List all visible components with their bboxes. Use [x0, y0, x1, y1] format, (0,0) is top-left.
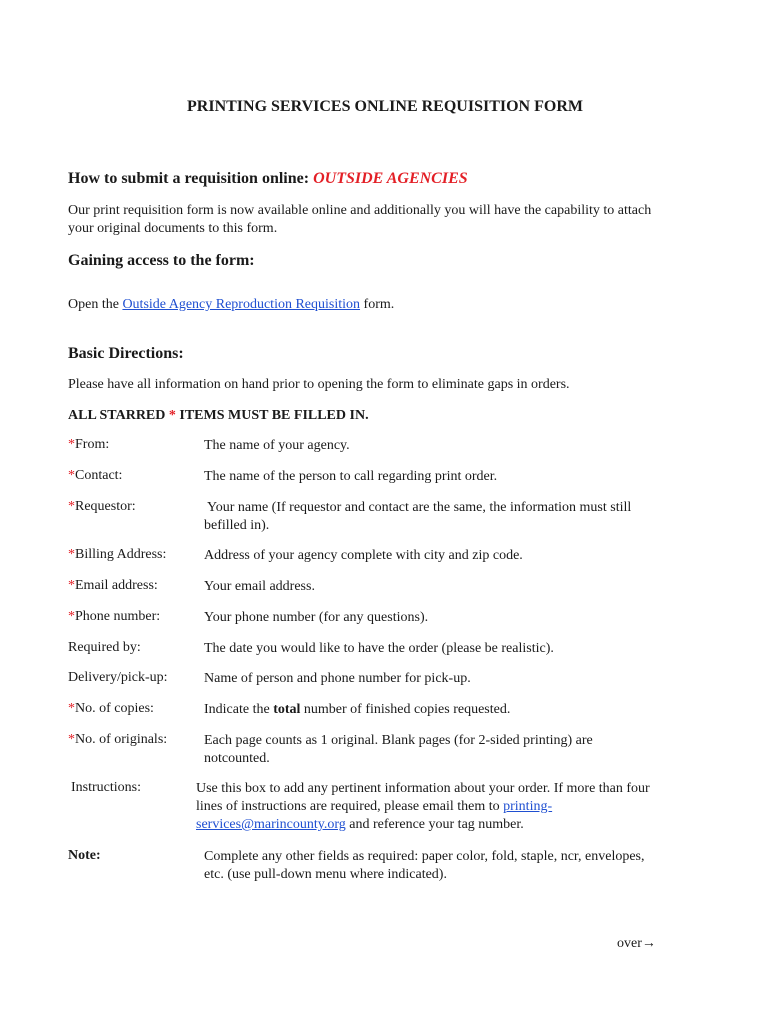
- field-label-text: Requestor:: [75, 499, 136, 514]
- field-label-from: [68, 437, 109, 453]
- required-star: *: [68, 499, 75, 514]
- outside-agency-requisition-link[interactable]: Outside Agency Reproduction Requisition: [122, 297, 361, 312]
- required-star: *: [68, 609, 75, 624]
- intro-line-1: Our print requisition form is now available online and additionally you will have the capability to attach: [68, 203, 652, 218]
- field-label-copies: [68, 701, 154, 717]
- page-title: PRINTING SERVICES ONLINE REQUISITION FORM: [187, 98, 583, 115]
- field-label-text: Billing Address:: [75, 547, 167, 562]
- field-label-email: [68, 578, 158, 594]
- instructions-line2-text: lines of instructions are required, please email them to: [196, 799, 504, 814]
- printing-services-email-link[interactable]: printing-: [503, 799, 553, 814]
- required-star: *: [68, 732, 75, 747]
- field-desc-required-by: The date you would like to have the order (please be realistic).: [204, 641, 554, 656]
- submit-heading-emphasis: OUTSIDE AGENCIES: [313, 170, 468, 187]
- field-desc-instructions-line-2: [196, 798, 552, 816]
- field-label-contact: [68, 468, 122, 484]
- printing-services-email-link-cont[interactable]: services@marincounty.org: [196, 817, 346, 832]
- field-desc-instructions-line-1: Use this box to add any pertinent information about your order. If more than four: [196, 781, 650, 796]
- starred-notice: [68, 407, 369, 425]
- field-label-text: No. of originals:: [75, 732, 168, 747]
- field-label-text: No. of copies:: [75, 701, 154, 716]
- note-line-2: etc. (use pull-down menu where indicated).: [204, 867, 447, 882]
- field-desc-billing-address: Address of your agency complete with city and zip code.: [204, 548, 523, 563]
- submit-heading-text: How to submit a requisition online:: [68, 170, 314, 187]
- field-label-text: Email address:: [75, 578, 158, 593]
- required-star: *: [68, 578, 75, 593]
- field-desc-delivery: Name of person and phone number for pick-up.: [204, 671, 471, 686]
- directions-text: Please have all information on hand prior to opening the form to eliminate gaps in orders.: [68, 377, 570, 392]
- field-desc-email: Your email address.: [204, 579, 315, 594]
- required-star: *: [68, 547, 75, 562]
- note-line-1: Complete any other fields as required: paper color, fold, staple, ncr, envelopes,: [204, 849, 645, 864]
- copies-desc-before: Indicate the: [204, 702, 274, 717]
- note-label: Note:: [68, 848, 101, 863]
- required-star: *: [68, 701, 75, 716]
- field-label-text: From:: [75, 437, 110, 452]
- required-star: *: [68, 468, 75, 483]
- field-desc-from: The name of your agency.: [204, 438, 350, 453]
- starred-star: *: [168, 408, 176, 423]
- field-label-text: Phone number:: [75, 609, 161, 624]
- over-indicator: over→: [617, 936, 656, 951]
- field-label-requestor: [68, 499, 136, 515]
- field-desc-requestor-line-2: befilled in).: [204, 518, 270, 533]
- directions-heading: Basic Directions:: [68, 345, 184, 362]
- required-star: *: [68, 437, 75, 452]
- field-desc-copies: [204, 701, 510, 719]
- field-label-billing-address: [68, 547, 166, 563]
- field-desc-phone: Your phone number (for any questions).: [204, 610, 429, 625]
- field-label-instructions: Instructions:: [71, 780, 141, 795]
- intro-line-2: your original documents to this form.: [68, 221, 278, 236]
- access-text: [68, 296, 394, 314]
- copies-desc-after: number of finished copies requested.: [300, 702, 511, 717]
- starred-before: ALL STARRED: [68, 408, 169, 423]
- access-text-before: Open the: [68, 297, 123, 312]
- field-label-text: Contact:: [75, 468, 123, 483]
- field-label-delivery: Delivery/pick-up:: [68, 670, 168, 685]
- instructions-line3-text: and reference your tag number.: [345, 817, 524, 832]
- field-desc-originals-line-1: Each page counts as 1 original. Blank pages (for 2-sided printing) are: [204, 733, 593, 748]
- field-label-required-by: Required by:: [68, 640, 141, 655]
- field-desc-instructions-line-3: [196, 816, 524, 834]
- field-desc-contact: The name of the person to call regarding print order.: [204, 469, 498, 484]
- field-desc-requestor-line-1: Your name (If requestor and contact are the same, the information must still: [204, 500, 632, 515]
- field-label-phone: [68, 609, 160, 625]
- submit-heading: [68, 170, 468, 188]
- starred-after: ITEMS MUST BE FILLED IN.: [175, 408, 369, 423]
- access-heading: Gaining access to the form:: [68, 252, 255, 269]
- access-text-after: form.: [360, 297, 395, 312]
- field-label-originals: [68, 732, 167, 748]
- copies-desc-bold: total: [273, 702, 301, 717]
- field-desc-originals-line-2: notcounted.: [204, 751, 270, 766]
